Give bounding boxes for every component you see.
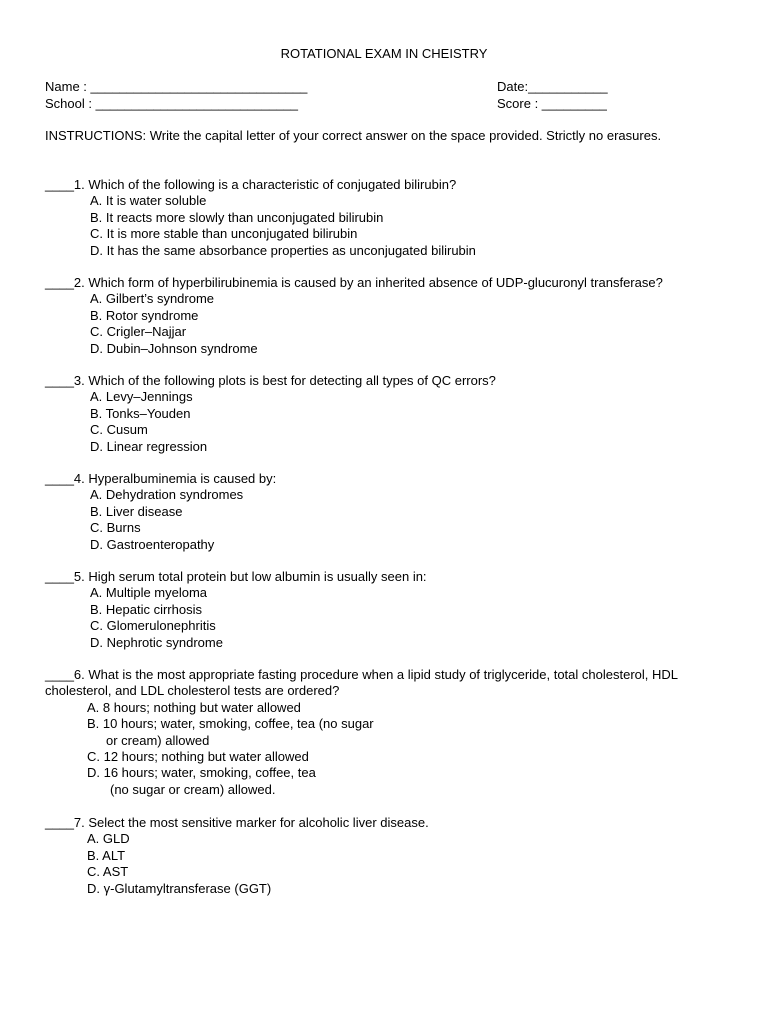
- option-c: C. AST: [87, 864, 129, 880]
- option-c: C. It is more stable than unconjugated bilirubin: [90, 226, 358, 242]
- option-d-line-2: (no sugar or cream) allowed.: [110, 781, 276, 797]
- question-6: [45, 667, 735, 798]
- option-c: C. Burns: [90, 520, 141, 536]
- option-a: A. Gilbert’s syndrome: [90, 291, 215, 307]
- question-stem: ____1. Which of the following is a characteristic of conjugated bilirubin?: [45, 177, 457, 192]
- option-d: D. Dubin–Johnson syndrome: [90, 340, 258, 356]
- option-c: C. Glomerulonephritis: [90, 618, 216, 634]
- option-a: A. Multiple myeloma: [90, 585, 208, 601]
- option-b: B. ALT: [87, 847, 126, 863]
- option-d: D. It has the same absorbance properties as unconjugated bilirubin: [90, 242, 476, 258]
- option-a: A. 8 hours; nothing but water allowed: [87, 699, 301, 715]
- question-3: [45, 373, 735, 455]
- option-b: B. Hepatic cirrhosis: [90, 601, 202, 617]
- option-d: D. γ-Glutamyltransferase (GGT): [87, 880, 272, 896]
- option-b: B. It reacts more slowly than unconjugated bilirubin: [90, 209, 384, 225]
- question-1: [45, 177, 735, 259]
- option-d: D. Linear regression: [90, 438, 208, 454]
- option-b: [45, 716, 735, 749]
- option-a: A. GLD: [87, 831, 130, 847]
- score-field: Score : _________: [497, 96, 607, 111]
- option-d: D. Gastroenteropathy: [90, 536, 215, 552]
- instructions: INSTRUCTIONS: Write the capital letter of your correct answer on the space provided. Strictly no erasures.: [45, 128, 662, 143]
- option-a: A. Levy–Jennings: [90, 389, 193, 405]
- question-stem: ____4. Hyperalbuminemia is caused by:: [45, 471, 277, 486]
- option-c: C. Crigler–Najjar: [90, 324, 187, 340]
- question-stem: ____2. Which form of hyperbilirubinemia is caused by an inherited absence of UDP-glucuronyl transferase?: [45, 275, 663, 290]
- question-4: [45, 471, 735, 553]
- option-d-line-1: D. 16 hours; water, smoking, coffee, tea: [87, 765, 316, 781]
- question-2: [45, 275, 735, 357]
- question-stem: ____7. Select the most sensitive marker for alcoholic liver disease.: [45, 815, 429, 830]
- exam-title: ROTATIONAL EXAM IN CHEISTRY: [280, 46, 488, 61]
- school-field: School : ____________________________: [45, 96, 299, 111]
- question-stem: ____3. Which of the following plots is best for detecting all types of QC errors?: [45, 373, 496, 388]
- option-b-line-2: or cream) allowed: [106, 732, 210, 748]
- option-d: D. Nephrotic syndrome: [90, 634, 223, 650]
- option-b: B. Rotor syndrome: [90, 307, 199, 323]
- question-7: [45, 815, 735, 897]
- option-c: C. Cusum: [90, 422, 148, 438]
- option-b: B. Liver disease: [90, 503, 183, 519]
- question-stem: ____6. What is the most appropriate fasting procedure when a lipid study of triglyceride, total cholesterol, HDL cholesterol, and LDL cholesterol tests are ordered?: [45, 667, 678, 699]
- option-a: A. Dehydration syndromes: [90, 487, 244, 503]
- option-a: A. It is water soluble: [90, 193, 207, 209]
- name-field: Name : ______________________________: [45, 79, 308, 94]
- option-c: C. 12 hours; nothing but water allowed: [87, 749, 309, 765]
- question-5: [45, 569, 735, 651]
- question-stem: ____5. High serum total protein but low albumin is usually seen in:: [45, 569, 427, 584]
- date-field: Date:___________: [497, 79, 608, 94]
- option-b: B. Tonks–Youden: [90, 405, 191, 421]
- option-b-line-1: B. 10 hours; water, smoking, coffee, tea (no sugar: [87, 716, 374, 732]
- option-d: [45, 765, 735, 798]
